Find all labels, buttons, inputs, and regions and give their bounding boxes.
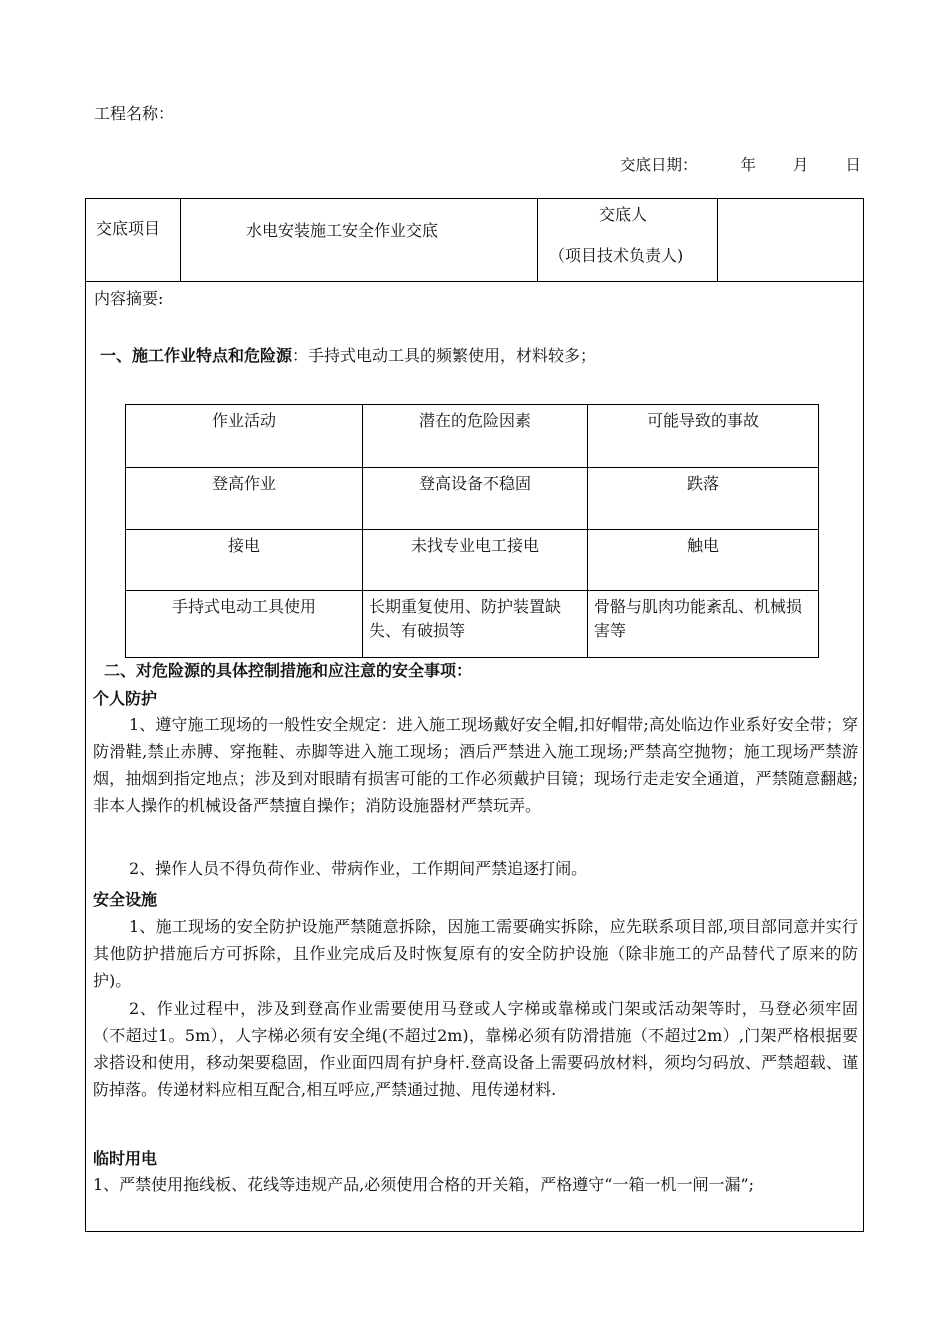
project-name-label: 工程名称： (94, 104, 175, 123)
personal-protection-title: 个人防护 (93, 689, 158, 708)
person-sub-label: （项目技术负责人) (549, 246, 684, 265)
header-col-divider-3 (717, 198, 718, 281)
table-cell: 接电 (126, 530, 363, 591)
table-header-cell: 可能导致的事故 (588, 405, 819, 468)
table-cell: 登高设备不稳固 (363, 468, 588, 530)
table-cell: 登高作业 (126, 468, 363, 530)
person-label: 交底人 (599, 205, 648, 224)
table-cell: 骨骼与肌肉功能紊乱、机械损害等 (588, 591, 819, 658)
table-row (126, 468, 819, 530)
summary-label: 内容摘要: (94, 289, 164, 308)
item-label: 交底项目 (96, 219, 161, 238)
table-cell: 未找专业电工接电 (363, 530, 588, 591)
date-month: 月 (792, 156, 809, 174)
safety-facilities-p1: 1、施工现场的安全防护设施严禁随意拆除，因施工需要确实拆除，应先联系项目部,项目部同意并实行其他防护措施后方可拆除，且作业完成后及时恢复原有的安全防护设施（除非施工的产品替代了原来的防护)。 (93, 917, 858, 990)
date-label: 交底日期： (620, 156, 698, 174)
table-cell: 长期重复使用、防护装置缺失、有破损等 (363, 591, 588, 658)
table-header-cell: 作业活动 (126, 405, 363, 468)
hazard-table (125, 404, 819, 658)
temp-power-p1: 1、严禁使用拖线板、花线等违规产品,必须使用合格的开关箱，严格遵守“一箱一机一闸一漏”; (93, 1175, 755, 1194)
section1-text: ：手持式电动工具的频繁使用，材料较多； (292, 346, 597, 365)
table-header-row (126, 405, 819, 468)
date-year: 年 (740, 156, 756, 174)
item-value: 水电安装施工安全作业交底 (246, 221, 439, 240)
table-row (126, 530, 819, 591)
header-row-divider (85, 281, 864, 282)
safety-facilities-p2: 2、作业过程中，涉及到登高作业需要使用马登或人字梯或靠梯或门架或活动架等时，马登必须牢固（不超过1。5m），人字梯必须有安全绳(不超过2m)，靠梯必须有防滑措施（不超过2m）,门架严格根据要求搭设和使用，移动架要稳固，作业面四周有护身杆.登高设备上需要码放材料，须均匀码放、严禁超载、谨防掉落。传递材料应相互配合,相互呼应,严禁通过抛、甩传递材料. (93, 999, 858, 1099)
table-header-cell: 潜在的危险因素 (363, 405, 588, 468)
temp-power-title: 临时用电 (93, 1149, 158, 1168)
table-cell: 跌落 (588, 468, 819, 530)
section2-title: 二、对危险源的具体控制措施和应注意的安全事项： (104, 661, 473, 680)
table-row (126, 591, 819, 658)
header-col-divider-2 (537, 198, 538, 281)
personal-protection-p2: 2、操作人员不得负荷作业、带病作业，工作期间严禁追逐打闹。 (129, 859, 588, 878)
personal-protection-p1: 1、遵守施工现场的一般性安全规定：进入施工现场戴好安全帽,扣好帽带;高处临边作业系好安全带；穿防滑鞋,禁止赤膊、穿拖鞋、赤脚等进入施工现场；酒后严禁进入施工现场;严禁高空抛物；施工现场严禁游烟，抽烟到指定地点；涉及到对眼睛有损害可能的工作必须戴护目镜；现场行走走安全通道，严禁随意翻越;非本人操作的机械设备严禁擅自操作；消防设施器材严禁玩弄。 (93, 715, 858, 815)
table-cell: 触电 (588, 530, 819, 591)
header-col-divider-1 (180, 198, 181, 281)
table-cell: 手持式电动工具使用 (126, 591, 363, 658)
date-day: 日 (845, 156, 861, 174)
section1-line (100, 343, 596, 366)
section1-title: 一、施工作业特点和危险源 (100, 346, 293, 365)
date-line (620, 153, 861, 175)
safety-facilities-title: 安全设施 (93, 890, 158, 909)
